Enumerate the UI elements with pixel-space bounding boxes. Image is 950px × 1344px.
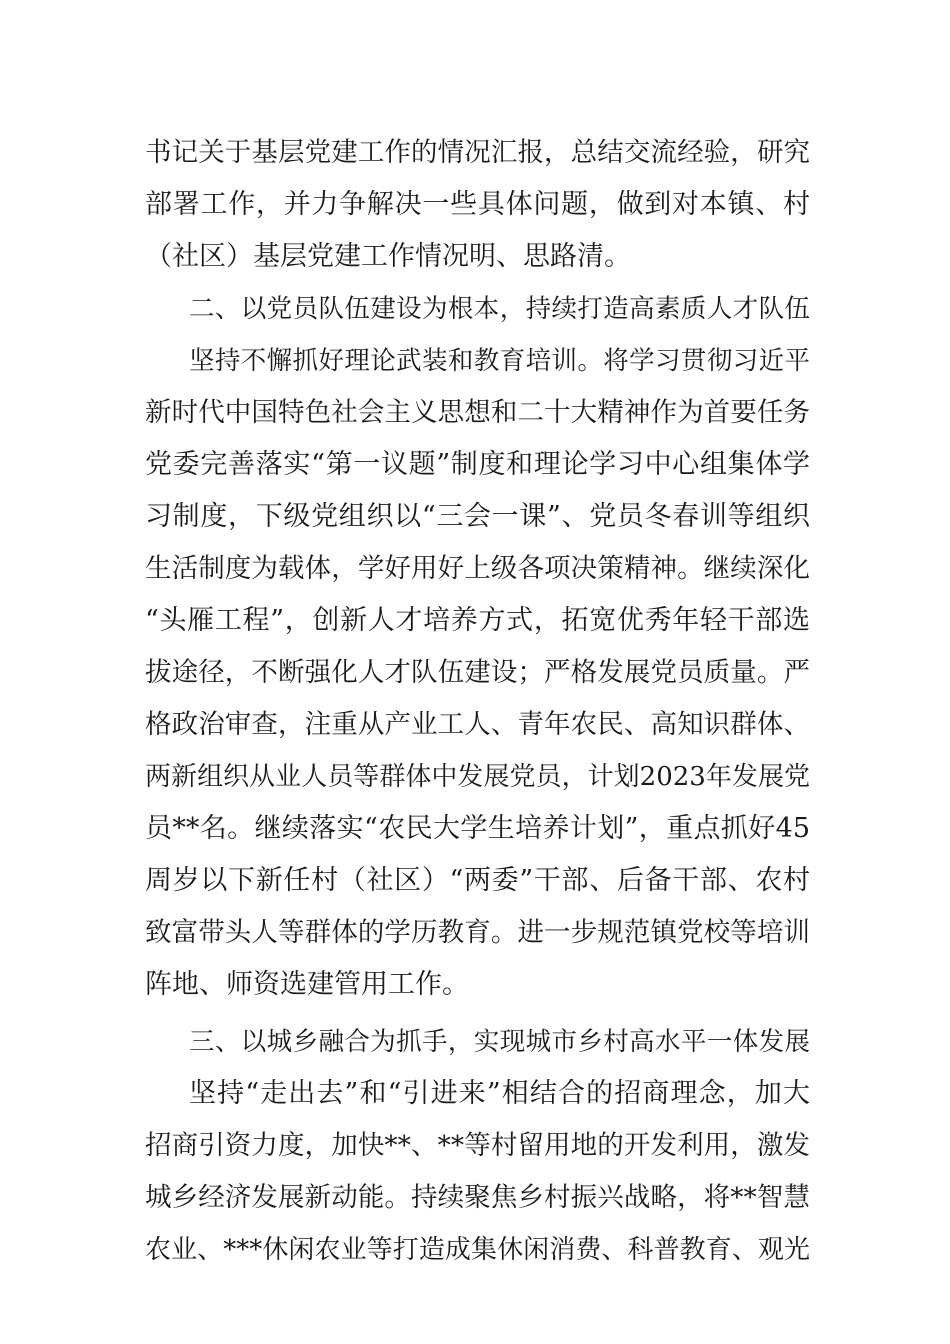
section-heading-2: 二、以党员队伍建设为根本，持续打造高素质人才队伍 xyxy=(189,294,810,324)
body-text-line: 书记关于基层党建工作的情况汇报，总结交流经验，研究 xyxy=(145,137,810,168)
body-text-line: 阵地、师资选建管用工作。 xyxy=(145,969,469,1000)
body-text-line: 城乡经济发展新动能。持续聚焦乡村振兴战略，将**智慧 xyxy=(145,1182,810,1213)
body-text-line: 坚持“走出去”和“引进来”相结合的招商理念，加大 xyxy=(189,1078,810,1109)
body-text-line: 招商引资力度，加快**、**等村留用地的开发利用，激发 xyxy=(145,1130,810,1161)
body-text-line: 两新组织从业人员等群体中发展党员，计划2023年发展党 xyxy=(145,762,810,792)
body-text-line: 部署工作，并力争解决一些具体问题，做到对本镇、村 xyxy=(145,189,810,220)
body-text-line: （社区）基层党建工作情况明、思路清。 xyxy=(145,241,631,272)
body-text-line: 农业、***休闲农业等打造成集休闲消费、科普教育、观光 xyxy=(145,1235,810,1265)
section-heading-3: 三、以城乡融合为抓手，实现城市乡村高水平一体发展 xyxy=(189,1027,810,1057)
body-text-line: 坚持不懈抓好理论武装和教育培训。将学习贯彻习近平 xyxy=(189,346,810,376)
body-text-line: 格政治审查，注重从产业工人、青年农民、高知识群体、 xyxy=(145,709,810,740)
body-text-line: 生活制度为载体，学好用好上级各项决策精神。继续深化 xyxy=(145,553,810,584)
body-text-line: 员**名。继续落实“农民大学生培养计划”，重点抓好45 xyxy=(145,813,810,844)
body-text-line: 党委完善落实“第一议题”制度和理论学习中心组集体学 xyxy=(145,449,810,480)
body-text-line: “头雁工程”，创新人才培养方式，拓宽优秀年轻干部选 xyxy=(145,605,810,636)
body-text-line: 致富带头人等群体的学历教育。进一步规范镇党校等培训 xyxy=(145,917,810,948)
body-text-line: 新时代中国特色社会主义思想和二十大精神作为首要任务 xyxy=(145,397,810,428)
body-text-line: 习制度，下级党组织以“三会一课”、党员冬春训等组织 xyxy=(145,501,810,532)
body-text-line: 周岁以下新任村（社区）“两委”干部、后备干部、农村 xyxy=(145,865,810,896)
body-text-line: 拔途径，不断强化人才队伍建设；严格发展党员质量。严 xyxy=(145,657,810,688)
